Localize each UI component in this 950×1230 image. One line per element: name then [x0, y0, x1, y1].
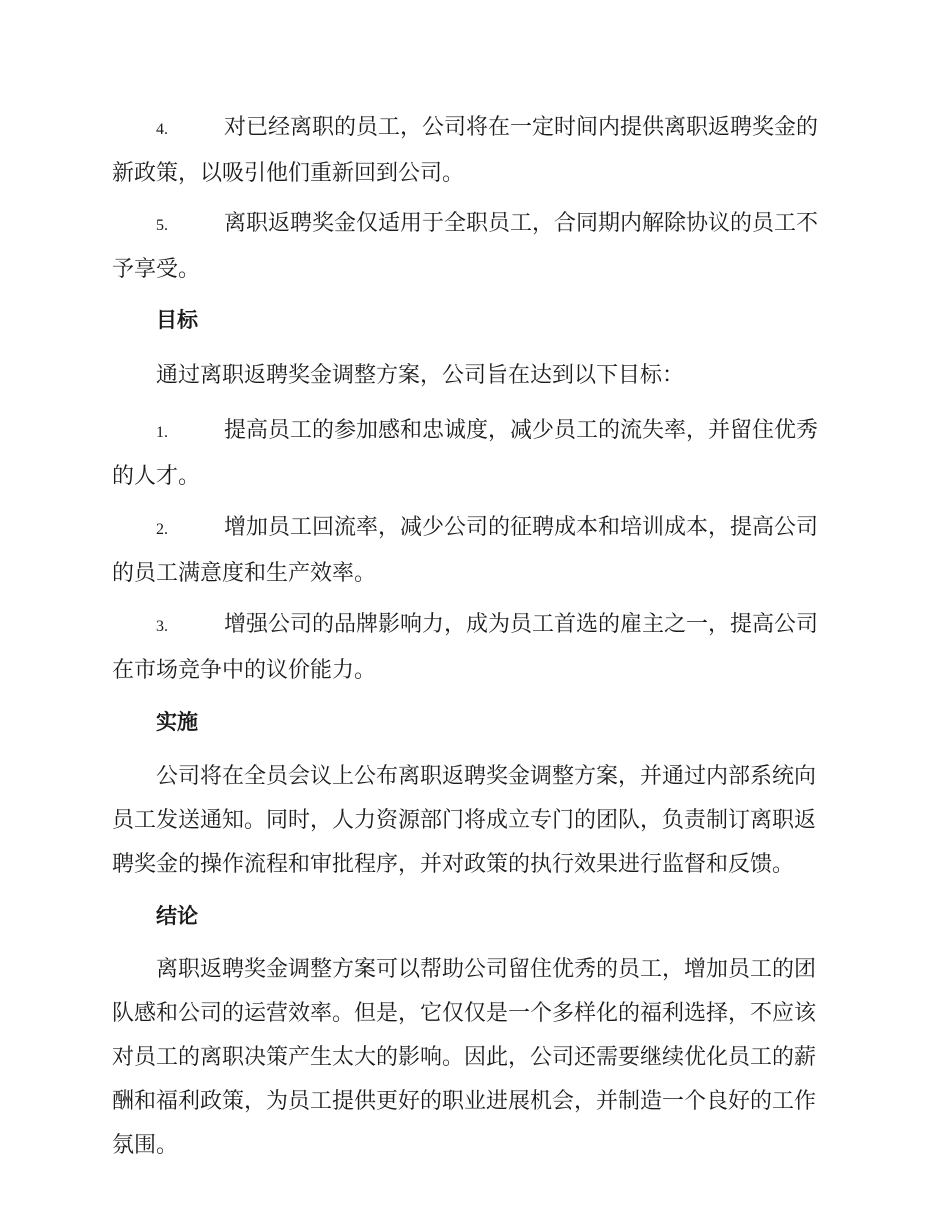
goals-intro: 通过离职返聘奖金调整方案，公司旨在达到以下目标： — [156, 363, 685, 388]
list-item — [112, 409, 836, 499]
list-item — [112, 603, 836, 693]
list-text: 提高员工的参加感和忠诚度，减少员工的流失率，并留住优秀的人才。 — [112, 418, 819, 489]
list-item — [112, 506, 836, 596]
list-item — [112, 202, 836, 292]
list-text: 增加员工回流率，减少公司的征聘成本和培训成本，提高公司的员工满意度和生产效率。 — [112, 515, 819, 586]
list-text: 对已经离职的员工，公司将在一定时间内提供离职返聘奖金的新政策，以吸引他们重新回到公司。 — [112, 115, 819, 186]
list-text: 增强公司的品牌影响力，成为员工首选的雇主之一，提高公司在市场竞争中的议价能力。 — [112, 612, 819, 683]
section-heading-conclusion: 结论 — [156, 904, 198, 928]
conclusion-paragraph: 离职返聘奖金调整方案可以帮助公司留住优秀的员工，增加员工的团队感和公司的运营效率。但是，它仅仅是一个多样化的福利选择，不应该对员工的离职决策产生太大的影响。因此，公司还需要继续优化员工的薪酬和福利政策，为员工提供更好的职业进展机会，并制造一个良好的工作氛围。 — [112, 957, 817, 1158]
list-number: 5. — [156, 217, 168, 234]
implementation-paragraph: 公司将在全员会议上公布离职返聘奖金调整方案，并通过内部系统向员工发送通知。同时，人力资源部门将成立专门的团队，负责制订离职返聘奖金的操作流程和审批程序，并对政策的执行效果进行监督和反馈。 — [112, 764, 817, 877]
list-item — [112, 106, 836, 196]
section-heading-implementation: 实施 — [156, 710, 198, 734]
section-heading-goals: 目标 — [156, 308, 198, 332]
list-number: 1. — [156, 424, 168, 441]
list-text: 离职返聘奖金仅适用于全职员工，合同期内解除协议的员工不予享受。 — [112, 211, 819, 282]
list-number: 4. — [156, 121, 168, 138]
list-number: 3. — [156, 618, 168, 635]
list-number: 2. — [156, 521, 168, 538]
